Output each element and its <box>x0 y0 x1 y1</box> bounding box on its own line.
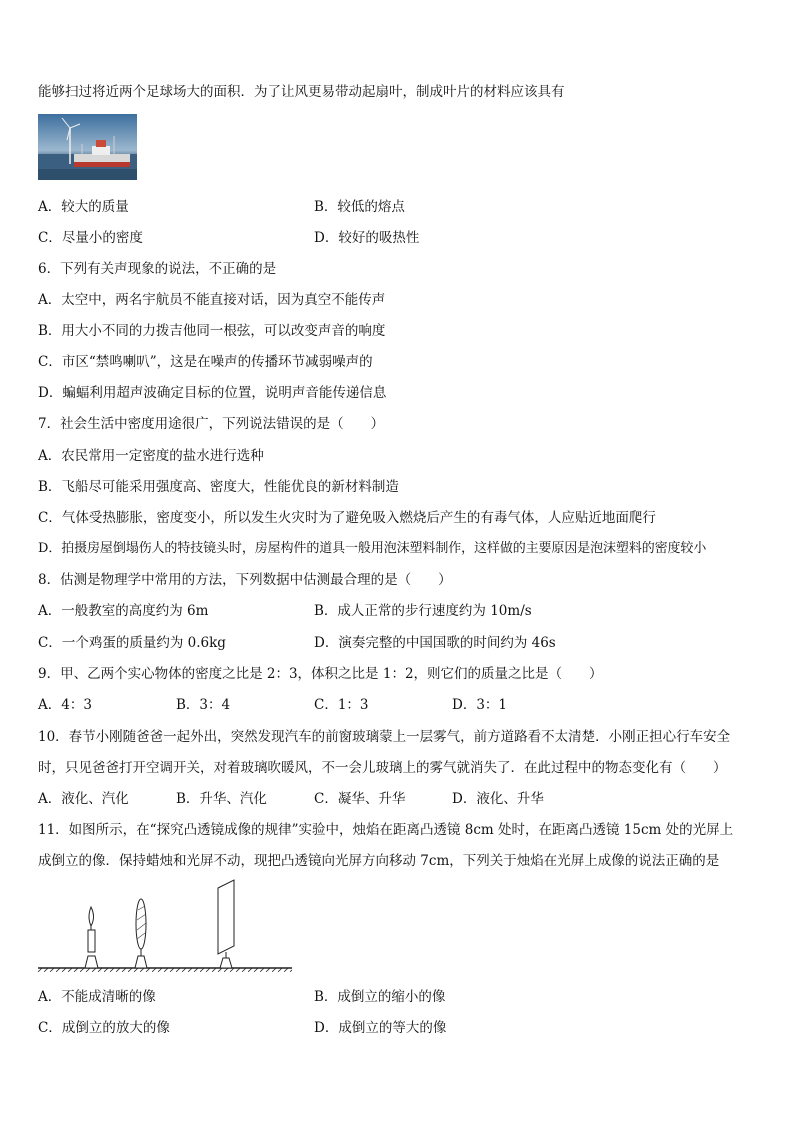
q7-option-d: D．拍摄房屋倒塌伤人的特技镜头时，房屋构件的道具一般用泡沫塑料制作，这样做的主要原因是泡沫塑料的密度较小 <box>38 541 707 556</box>
q5-option-d: D．较好的吸热性 <box>314 230 420 246</box>
q9-option-a: A．4：3 <box>38 697 92 713</box>
q9-stem: 9．甲、乙两个实心物体的密度之比是 2：3，体积之比是 1：2，则它们的质量之比是（ ） <box>38 666 603 682</box>
q10-stem-line1: 10．春节小刚随爸爸一起外出，突然发现汽车的前窗玻璃蒙上一层雾气，前方道路看不太清楚．小刚正担心行车安全 <box>38 729 731 745</box>
q10-option-b: B．升华、汽化 <box>176 791 267 807</box>
q11-option-d: D．成倒立的等大的像 <box>314 1020 447 1036</box>
q5-option-a: A．较大的质量 <box>38 199 129 215</box>
q9-option-b: B．3：4 <box>176 697 231 713</box>
q7-option-b: B．飞船尽可能采用强度高、密度大，性能优良的新材料制造 <box>38 479 399 495</box>
q6-option-a: A．太空中，两名宇航员不能直接对话，因为真空不能传声 <box>38 292 386 308</box>
q9-option-c: C．1：3 <box>314 697 369 713</box>
q8-option-d: D．演奏完整的中国国歌的时间约为 46s <box>314 635 556 651</box>
q9-option-d: D．3：1 <box>452 697 508 713</box>
q11-option-c: C．成倒立的放大的像 <box>38 1020 170 1036</box>
q7-option-a: A．农民常用一定密度的盐水进行选种 <box>38 448 264 464</box>
q11-option-b: B．成倒立的缩小的像 <box>314 989 446 1005</box>
q11-option-a: A．不能成清晰的像 <box>38 989 156 1005</box>
q10-option-a: A．液化、汽化 <box>38 791 129 807</box>
q5-option-b: B．较低的熔点 <box>314 199 405 215</box>
light-screen <box>218 880 234 968</box>
q11-stem-line2: 成倒立的像．保持蜡烛和光屏不动，现把凸透镜向光屏方向移动 7cm，下列关于烛焰在光屏上成像的说法正确的是 <box>38 853 720 869</box>
candle <box>85 907 98 968</box>
q5-stem-continued: 能够扫过将近两个足球场大的面积．为了让风更易带动起扇叶，制成叶片的材料应该具有 <box>38 84 565 100</box>
q8-option-b: B．成人正常的步行速度约为 10m/s <box>314 603 532 619</box>
q8-option-a: A．一般教室的高度约为 6m <box>38 603 209 619</box>
q7-stem: 7．社会生活中密度用途很广，下列说法错误的是（ ） <box>38 416 385 432</box>
q8-stem: 8．估测是物理学中常用的方法，下列数据中估测最合理的是（ ） <box>38 572 452 588</box>
q7-option-c: C．气体受热膨胀，密度变小，所以发生火灾时为了避免吸入燃烧后产生的有毒气体，人应贴近地面爬行 <box>38 510 656 526</box>
q10-option-c: C．凝华、升华 <box>314 791 406 807</box>
q6-option-b: B．用大小不同的力拨吉他同一根弦，可以改变声音的响度 <box>38 323 386 339</box>
q11-stem-line1: 11．如图所示，在“探究凸透镜成像的规律”实验中，烛焰在距离凸透镜 8cm 处时，在距离凸透镜 15cm 处的光屏上 <box>38 822 734 838</box>
q6-stem: 6．下列有关声现象的说法，不正确的是 <box>38 261 277 277</box>
q10-option-d: D．液化、升华 <box>452 791 544 807</box>
q8-option-c: C．一个鸡蛋的质量约为 0.6kg <box>38 635 226 651</box>
q6-option-c: C．市区“禁鸣喇叭”，这是在噪声的传播环节减弱噪声的 <box>38 354 373 370</box>
candle-lens-screen-diagram <box>38 876 294 972</box>
q5-option-c: C．尽量小的密度 <box>38 230 143 246</box>
q10-stem-line2: 时，只见爸爸打开空调开关，对着玻璃吹暖风，不一会儿玻璃上的雾气就消失了．在此过程中的物态变化有（ ） <box>38 760 727 776</box>
convex-lens <box>135 899 147 968</box>
wind-turbine-ship-photo <box>38 114 137 180</box>
q6-option-d: D．蝙蝠利用超声波确定目标的位置，说明声音能传递信息 <box>38 385 387 401</box>
